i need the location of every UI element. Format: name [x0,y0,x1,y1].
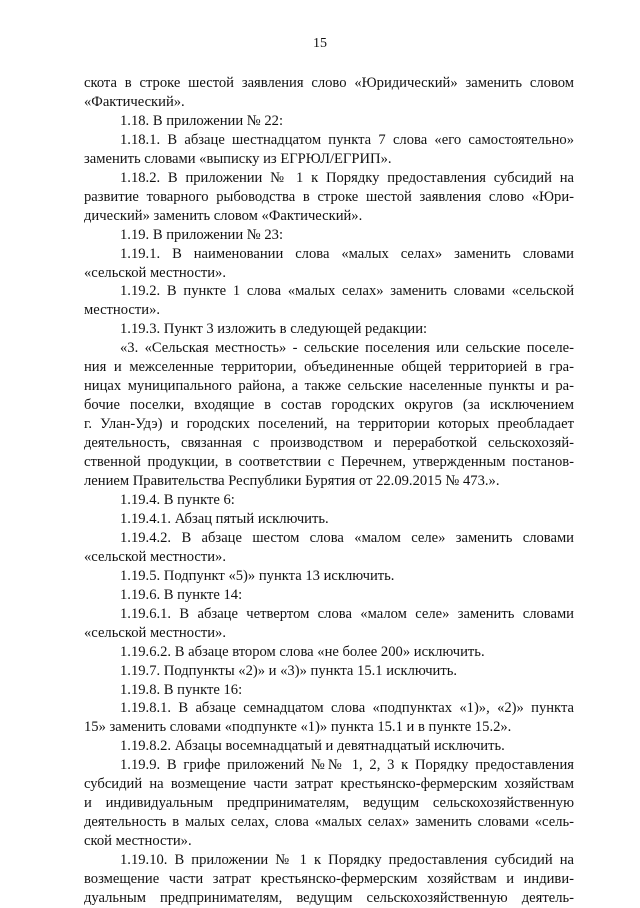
text-line: «сельской местности». [84,624,226,641]
text-line: 1.19.1. В наименовании слова «малых селах» заменить словами [120,245,574,262]
text-line: ния и межселенные территории, объединенные общей территорией в гра- [84,359,574,376]
text-line: дический» заменить словом «Фактический». [84,207,363,224]
text-line: 1.18.1. В абзаце шестнадцатом пункта 7 слова «его самостоятельно» [120,131,574,148]
text-line: местности». [84,302,161,319]
page-number: 15 [313,36,327,51]
text-line: «сельской местности». [84,548,226,565]
text-line: развитие товарного рыбоводства в строке шестой заявления слово «Юри- [84,188,574,205]
text-line: «Фактический». [84,93,185,110]
text-line: 1.19.7. Подпункты «2)» и «3)» пункта 15.1 исключить. [120,662,458,679]
text-line: деятельность, связанная с производством и переработкой сельскохозяй- [84,435,574,452]
text-line: 1.19.6. В пункте 14: [120,586,243,603]
text-line: г. Улан-Удэ) и городских поселений, на территории которых преобладает [84,416,574,433]
text-line: «3. «Сельская местность» - сельские поселения или сельские поселе- [120,340,574,357]
text-line: 1.18.2. В приложении № 1 к Порядку предоставления субсидий на [120,169,574,186]
text-line: скота в строке шестой заявления слово «Юридический» заменить словом [84,75,574,91]
text-line: 1.19.10. В приложении № 1 к Порядку предоставления субсидий на [120,852,574,869]
text-line: ской местности». [84,833,192,850]
text-line: деятельность в малых селах, слова «малых селах» заменить словами «сель- [84,814,574,831]
text-line: 15» заменить словами «подпункте «1)» пункта 15.1 и в пункте 15.2». [84,719,512,736]
text-line: ницах муниципального района, а также сельские населенные пункты и ра- [84,378,574,395]
text-line: 1.19.4.1. Абзац пятый исключить. [120,510,329,527]
text-line: 1.19.8.1. В абзаце семнадцатом слова «подпунктах «1)», «2)» пункта [120,700,574,717]
text-line: 1.19.5. Подпункт «5)» пункта 13 исключить. [120,567,395,584]
text-line: ственной продукции, в соответствии с Перечнем, утвержденным постанов- [84,454,574,471]
text-line: 1.19.2. В пункте 1 слова «малых селах» заменить словами «сельской [120,283,574,300]
text-line: 1.19.6.1. В абзаце четвертом слова «малом селе» заменить словами [120,605,574,622]
text-line: 1.19.4.2. В абзаце шестом слова «малом селе» заменить словами [120,529,574,546]
text-line: «сельской местности». [84,264,226,281]
text-line: субсидий на возмещение части затрат крестьянско-фермерским хозяйствам [84,776,574,793]
text-line: дуальным предпринимателям, ведущим сельскохозяйственную деятель- [84,889,574,906]
text-line: бочие поселки, входящие в состав городских округов (за исключением [84,397,574,414]
text-line: заменить словами «выписку из ЕГРЮЛ/ЕГРИП». [84,150,392,167]
text-line: возмещение части затрат крестьянско-фермерским хозяйствам и индиви- [84,871,574,888]
text-line: 1.19.3. Пункт 3 изложить в следующей редакции: [120,321,428,338]
text-line: 1.19.9. В грифе приложений №№ 1, 2, 3 к Порядку предоставления [120,757,574,774]
text-line: 1.19.8. В пункте 16: [120,681,243,698]
text-line: 1.19.8.2. Абзацы восемнадцатый и девятнадцатый исключить. [120,738,505,755]
document-body [84,74,574,908]
text-line: лением Правительства Республики Бурятия от 22.09.2015 № 473.». [84,473,500,490]
text-line: 1.19. В приложении № 23: [120,226,284,243]
text-line: 1.18. В приложении № 22: [120,112,284,129]
text-line: 1.19.6.2. В абзаце втором слова «не более 200» исключить. [120,643,485,660]
text-line: и индивидуальным предпринимателям, ведущим сельскохозяйственную [84,795,574,812]
text-line: 1.19.4. В пункте 6: [120,491,235,508]
